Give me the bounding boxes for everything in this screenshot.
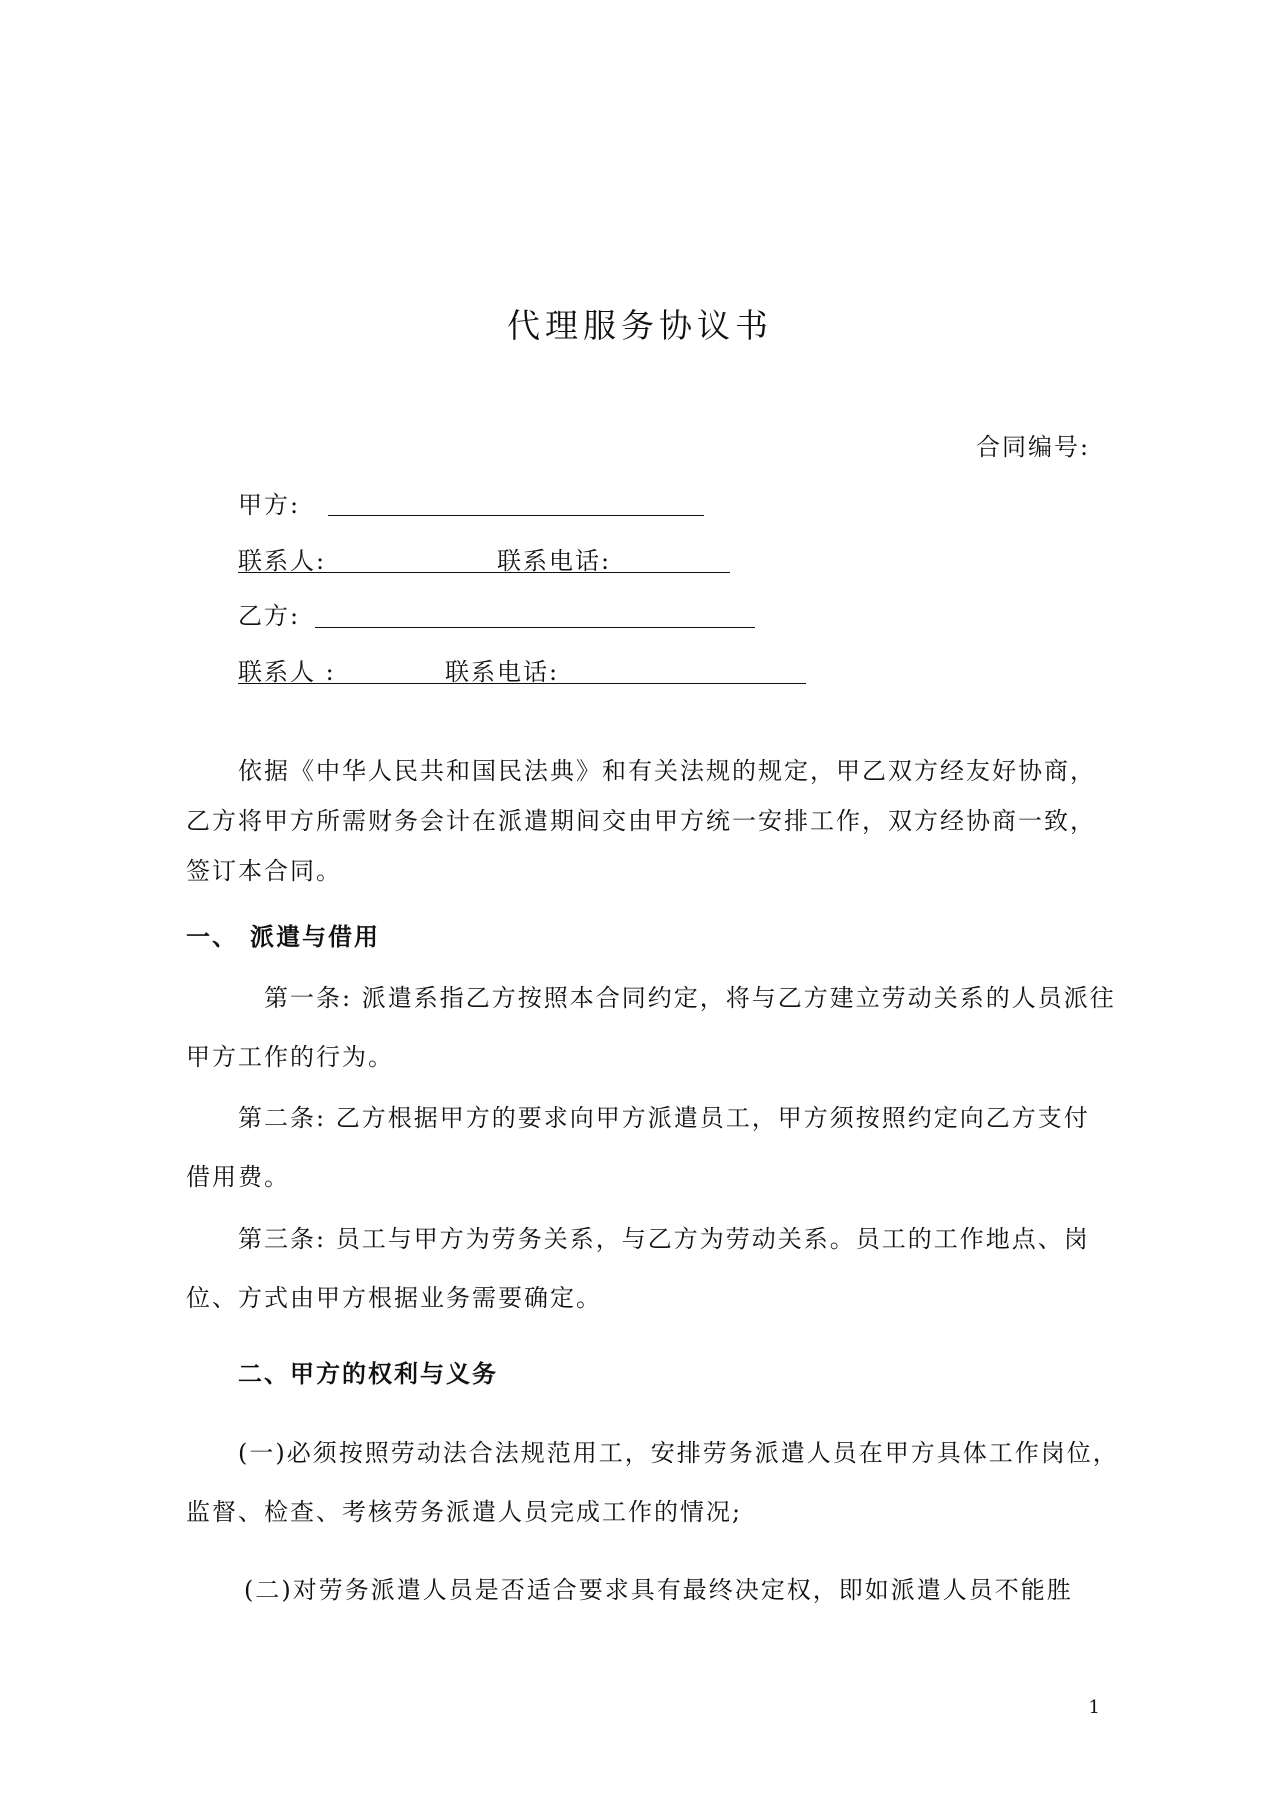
party-a-label: 甲方:	[238, 491, 301, 519]
party-a-contact-underline	[238, 572, 730, 573]
article-1-line: 甲方工作的行为。	[186, 1043, 394, 1071]
item-1-line: 监督、检查、考核劳务派遣人员完成工作的情况;	[186, 1498, 743, 1526]
party-a-phone-label: 联系电话:	[497, 547, 612, 575]
party-b-contact-label: 联系人 :	[238, 658, 336, 686]
section-1-title: 派遣与借用	[250, 922, 380, 951]
article-2-line: 借用费。	[186, 1163, 290, 1191]
party-b-label: 乙方:	[238, 602, 301, 630]
section-2-title: 二、甲方的权利与义务	[238, 1359, 498, 1388]
intro-line: 签订本合同。	[186, 857, 342, 885]
party-a-underline	[328, 515, 704, 516]
article-2-line: 第二条: 乙方根据甲方的要求向甲方派遣员工，甲方须按照约定向乙方支付	[238, 1104, 1090, 1132]
article-3-line: 位、方式由甲方根据业务需要确定。	[186, 1284, 602, 1312]
party-b-underline	[315, 627, 755, 628]
intro-line: 乙方将甲方所需财务会计在派遣期间交由甲方统一安排工作，双方经协商一致，	[186, 807, 1096, 835]
article-3-line: 第三条: 员工与甲方为劳务关系，与乙方为劳动关系。员工的工作地点、岗	[238, 1225, 1090, 1253]
item-2-line: (二)对劳务派遣人员是否适合要求具有最终决定权，即如派遣人员不能胜	[244, 1576, 1073, 1604]
section-1-number: 一、	[186, 922, 238, 951]
item-1-line: (一)必须按照劳动法合法规范用工，安排劳务派遣人员在甲方具体工作岗位，	[238, 1439, 1119, 1467]
intro-line: 依据《中华人民共和国民法典》和有关法规的规定，甲乙双方经友好协商，	[238, 757, 1096, 785]
contract-number-label: 合同编号:	[976, 433, 1091, 461]
article-1-line: 第一条: 派遣系指乙方按照本合同约定，将与乙方建立劳动关系的人员派往	[264, 984, 1116, 1012]
party-b-contact-underline	[238, 683, 806, 684]
document-title: 代理服务协议书	[507, 306, 773, 345]
party-b-phone-label: 联系电话:	[445, 658, 560, 686]
page-number: 1	[1088, 1697, 1100, 1718]
party-a-contact-label: 联系人:	[238, 547, 327, 575]
